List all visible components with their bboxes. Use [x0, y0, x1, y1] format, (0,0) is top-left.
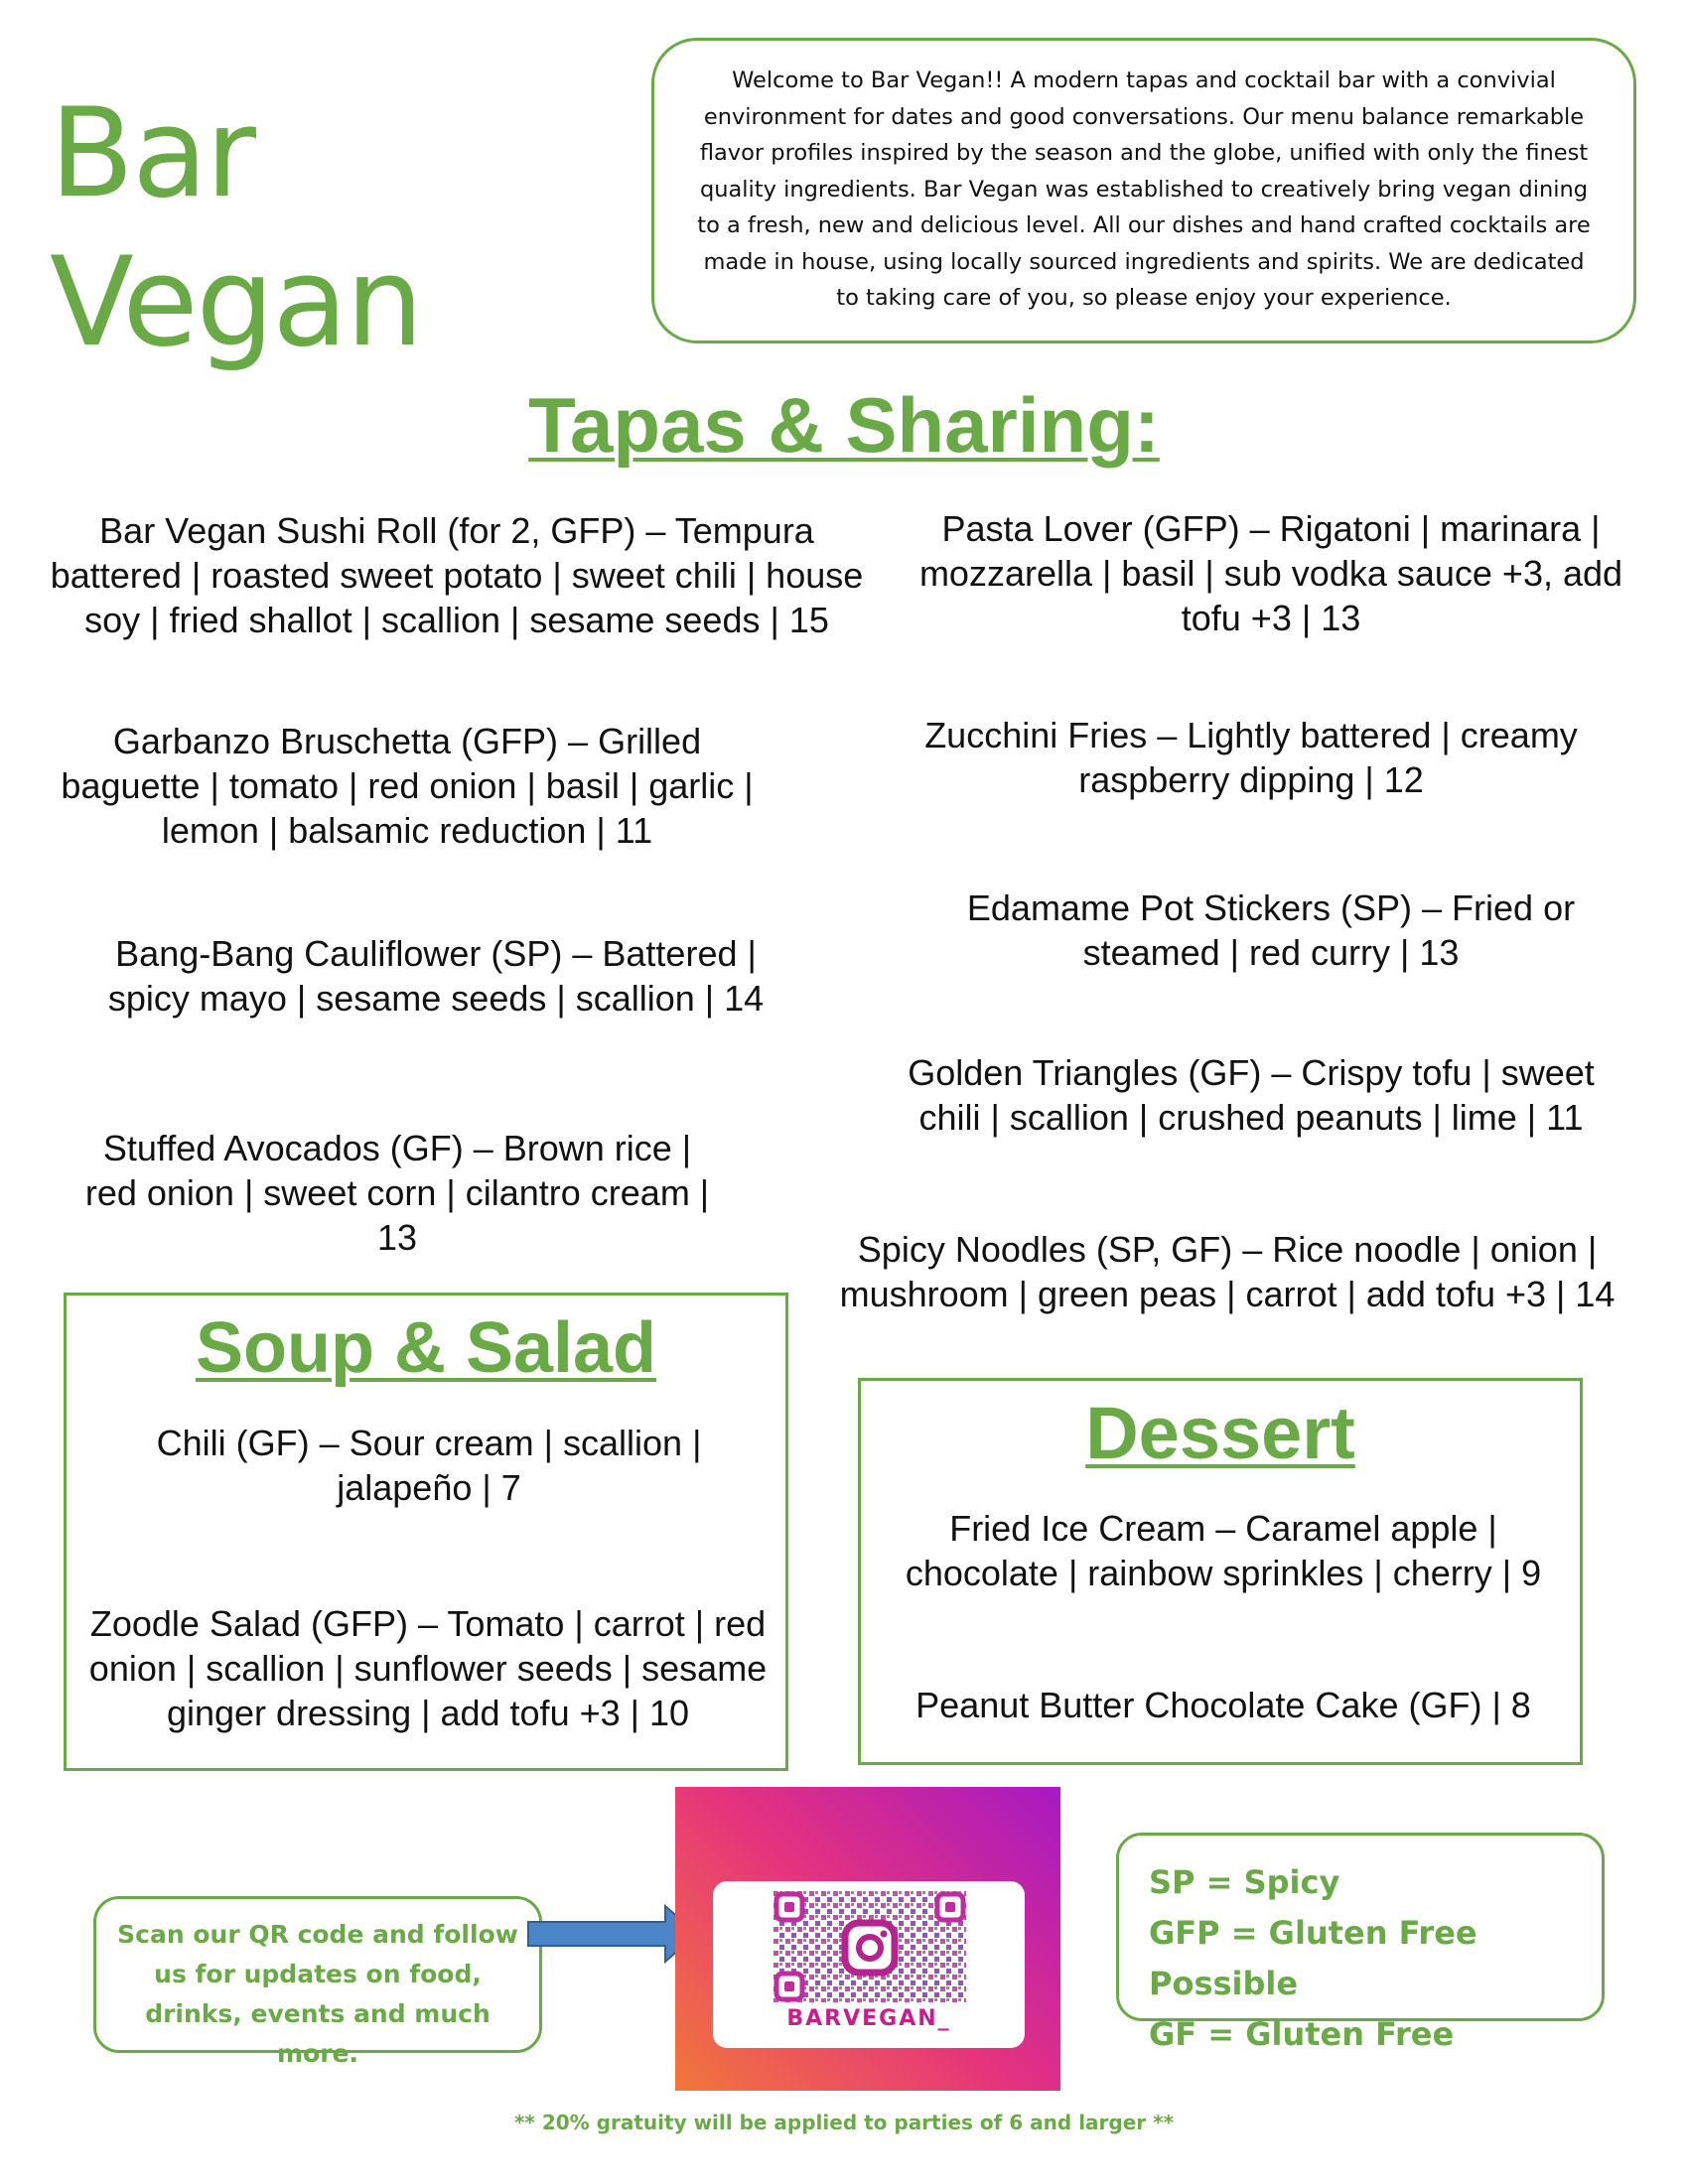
menu-item-zoodle-salad: Zoodle Salad (GFP) – Tomato | carrot | red onion | scallion | sunflower seeds | sesame ginger dressing | add tofu +3 | 10	[88, 1603, 768, 1733]
menu-item-bruschetta: Garbanzo Bruschetta (GFP) – Grilled baguette | tomato | red onion | basil | garlic | lemon | balsamic reduction | 11	[61, 721, 754, 851]
dessert-title: Dessert	[1085, 1392, 1355, 1474]
restaurant-name: Bar Vegan	[50, 82, 422, 374]
menu-item-sushi-roll: Bar Vegan Sushi Roll (for 2, GFP) – Tempura battered | roasted sweet potato | sweet chili | house soy | fried shallot | scallion | sesame seeds | 15	[50, 510, 864, 640]
soup-salad-box	[64, 1293, 788, 1771]
welcome-text: Welcome to Bar Vegan!! A modern tapas and cocktail bar with a convivial environment for dates and good conversations. Our menu balance remarkable flavor profiles inspired by the season and the globe, unified with only the finest quality ingredients. Bar Vegan was established to creatively bring vegan dining to a fresh, new and delicious level. All our dishes and hand crafted cocktails are made in house, using locally sourced ingredients and spirits. We are dedicated to taking care of you, so please enjoy your experience.	[697, 68, 1591, 311]
menu-item-pot-stickers: Edamame Pot Stickers (SP) – Fried or steamed | red curry | 13	[966, 887, 1576, 973]
instagram-qr-code[interactable]	[675, 1787, 1060, 2091]
legend-gluten-free-possible: GFP = Gluten Free Possible	[1149, 1914, 1477, 2002]
scan-note-text: Scan our QR code and follow us for updates on food, drinks, events and much more.	[117, 1920, 518, 2068]
qr-pattern-icon	[774, 1891, 966, 2002]
menu-item-golden-triangles: Golden Triangles (GF) – Crispy tofu | sweet chili | scallion | crushed peanuts | lime | 11	[908, 1052, 1595, 1138]
dietary-legend	[1116, 1833, 1605, 2053]
soup-salad-title: Soup & Salad	[195, 1308, 657, 1388]
menu-item-pb-chocolate-cake: Peanut Butter Chocolate Cake (GF) | 8	[915, 1685, 1531, 1725]
instagram-handle: BARVEGAN_	[786, 2006, 951, 2031]
legend-spicy: SP = Spicy	[1149, 1863, 1340, 1901]
welcome-box	[651, 38, 1636, 343]
menu-item-spicy-noodles: Spicy Noodles (SP, GF) – Rice noodle | onion | mushroom | green peas | carrot | add tofu +3 | 14	[839, 1229, 1616, 1314]
gratuity-note: ** 20% gratuity will be applied to parties of 6 and larger **	[513, 2111, 1175, 2134]
legend-gluten-free: GF = Gluten Free	[1149, 2015, 1455, 2053]
menu-item-fried-ice-cream: Fried Ice Cream – Caramel apple | chocolate | rainbow sprinkles | cherry | 9	[905, 1508, 1542, 1593]
qr-card	[713, 1881, 1025, 2048]
menu-item-cauliflower: Bang-Bang Cauliflower (SP) – Battered | spicy mayo | sesame seeds | scallion | 14	[107, 933, 765, 1019]
dessert-box	[858, 1378, 1583, 1765]
menu-item-stuffed-avocados: Stuffed Avocados (GF) – Brown rice | red onion | sweet corn | cilantro cream | 13	[84, 1128, 710, 1258]
tapas-title: Tapas & Sharing:	[528, 381, 1160, 469]
menu-item-chili: Chili (GF) – Sour cream | scallion | jalapeño | 7	[156, 1423, 702, 1508]
scan-note-box	[93, 1896, 542, 2068]
menu-item-pasta-lover: Pasta Lover (GFP) – Rigatoni | marinara | mozzarella | basil | sub vodka sauce +3, add tofu +3 | 13	[918, 508, 1623, 638]
menu-item-zucchini-fries: Zucchini Fries – Lightly battered | creamy raspberry dipping | 12	[924, 715, 1578, 800]
